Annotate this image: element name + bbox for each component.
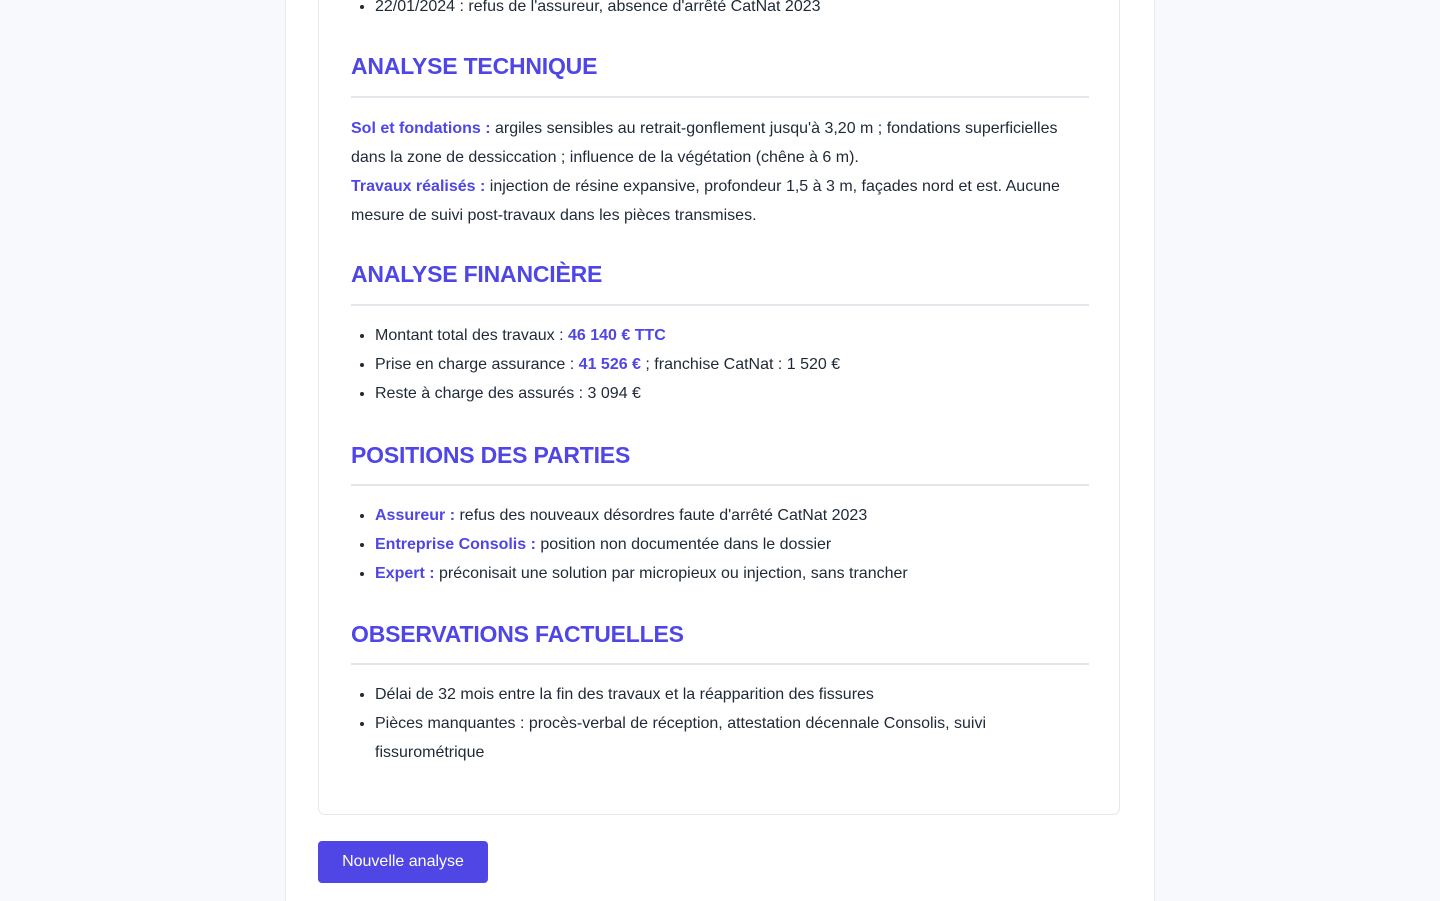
- technical-analysis-content: [351, 114, 1089, 230]
- chronology-item: • 22/01/2024 : refus de l'assureur, absence d'arrêté CatNat 2023: [375, 0, 1089, 21]
- insurance-coverage: [375, 350, 1089, 379]
- parties-positions-list: [351, 501, 1089, 588]
- observations-list: [351, 680, 1089, 767]
- expert-label: Expert :: [375, 565, 435, 582]
- financial-list: [351, 321, 1089, 408]
- consolis-position: [375, 530, 1089, 559]
- positions-content: [351, 501, 1089, 588]
- financial-analysis-heading: ANALYSE FINANCIÈRE: [351, 261, 603, 287]
- soil-foundations-text: argiles sensibles au retrait-gonflement jusqu'à 3,20 m ; fondations superficielles dans la zone de dessiccation ; influence de la végétation (chêne à 6 m).: [351, 120, 1058, 166]
- expert-position: [375, 559, 1089, 588]
- insurance-coverage-value: 41 526 €: [578, 356, 641, 373]
- observations-heading: OBSERVATIONS FACTUELLES: [351, 621, 684, 647]
- positions-heading: POSITIONS DES PARTIES: [351, 442, 631, 468]
- missing-documents-observation: • Pièces manquantes : procès-verbal de réception, attestation décennale Consolis, suivi fissurométrique: [375, 709, 1089, 767]
- catnat-deductible: ; franchise CatNat : 1 520 €: [640, 356, 841, 373]
- observations-divider: [351, 663, 1089, 665]
- remaining-insured-cost: • Reste à charge des assurés : 3 094 €: [375, 379, 1089, 408]
- insurer-position-text: refus des nouveaux désordres faute d'arrêté CatNat 2023: [455, 507, 868, 524]
- financial-analysis-divider: [351, 304, 1089, 306]
- total-works-amount: [375, 321, 1089, 350]
- completed-works-label: Travaux réalisés :: [351, 178, 486, 195]
- positions-divider: [351, 484, 1089, 486]
- technical-analysis-heading: ANALYSE TECHNIQUE: [351, 53, 598, 79]
- soil-foundations-label: Sol et fondations :: [351, 120, 491, 137]
- total-works-value: 46 140 € TTC: [568, 327, 666, 344]
- expert-position-text: préconisait une solution par micropieux ou injection, sans trancher: [434, 565, 908, 582]
- financial-analysis-content: [351, 321, 1089, 408]
- chronology-list: [351, 0, 1089, 21]
- insurance-coverage-label: Prise en charge assurance :: [375, 356, 579, 373]
- insurer-position: [375, 501, 1089, 530]
- delay-observation: • Délai de 32 mois entre la fin des travaux et la réapparition des fissures: [375, 680, 1089, 709]
- consolis-label: Entreprise Consolis :: [375, 536, 536, 553]
- completed-works-paragraph: [351, 172, 1089, 230]
- soil-foundations-paragraph: [351, 114, 1089, 172]
- insurer-label: Assureur :: [375, 507, 456, 524]
- completed-works-text: injection de résine expansive, profondeur 1,5 à 3 m, façades nord et est. Aucune mesure de suivi post-travaux dans les pièces transmises.: [351, 178, 1060, 224]
- observations-content: [351, 680, 1089, 767]
- chronology-list-continuation: [351, 0, 1089, 21]
- consolis-position-text: position non documentée dans le dossier: [535, 536, 832, 553]
- new-analysis-button[interactable]: Nouvelle analyse: [318, 841, 488, 883]
- total-works-label: Montant total des travaux :: [375, 327, 568, 344]
- technical-analysis-divider: [351, 96, 1089, 98]
